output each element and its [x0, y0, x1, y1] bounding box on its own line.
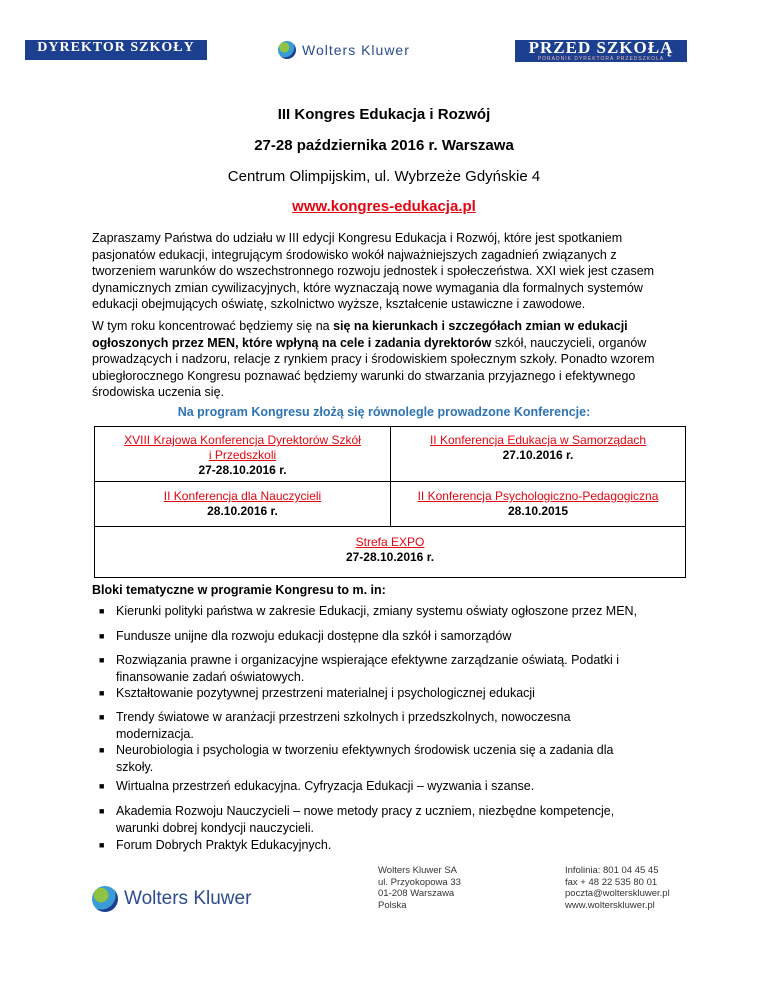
bullet-icon: ■	[99, 655, 105, 665]
contact-line: fax + 48 22 535 80 01	[565, 876, 658, 888]
logo-underbar	[25, 56, 207, 60]
block-item	[99, 742, 676, 775]
block-item	[99, 778, 676, 795]
address-line: Wolters Kluwer SA	[378, 865, 458, 876]
bullet-icon: ■	[99, 745, 105, 755]
address-line: 01-208 Warszawa	[378, 888, 455, 899]
conference-date: 27-28.10.2016 r.	[345, 550, 435, 564]
bullet-icon: ■	[99, 806, 105, 816]
block-item-text: Trendy światowe w aranżacji przestrzeni szkolnych i przedszkolnych, nowoczesna	[116, 710, 571, 724]
block-item-text: Kierunki polityki państwa w zakresie Edukacji, zmiany systemu oświaty ogłoszone przez MEN,	[116, 604, 638, 618]
block-item	[99, 628, 676, 645]
bullet-icon: ■	[99, 688, 105, 698]
congress-date: 27-28 października 2016 r. Warszawa	[254, 137, 514, 154]
block-item-text-continued: finansowanie zadań oświatowych.	[116, 669, 305, 684]
block-item	[99, 837, 676, 854]
block-item-text-continued: warunki dobrej kondycji nauczycieli.	[116, 820, 315, 835]
przed-szkola-logo	[515, 40, 687, 62]
conference-link-continued[interactable]: i Przedszkoli	[208, 448, 277, 462]
conference-date: 28.10.2015	[507, 504, 569, 518]
congress-title: III Kongres Edukacja i Rozwój	[277, 106, 491, 123]
bullet-icon: ■	[99, 631, 105, 641]
bullet-icon: ■	[99, 781, 105, 791]
conference-date: 27.10.2016 r.	[502, 448, 574, 462]
block-item	[99, 803, 676, 836]
block-item-text: Fundusze unijne dla rozwoju edukacji dostępne dla szkół i samorządów	[116, 629, 512, 643]
wolters-kluwer-footer-text: Wolters Kluwer	[124, 888, 252, 909]
contact-email-link[interactable]: poczta@wolterskluwer.pl	[565, 888, 670, 899]
bullet-icon: ■	[99, 712, 105, 722]
address-line: ul. Przyokopowa 33	[378, 876, 461, 888]
conferences-table	[94, 426, 686, 578]
focus-after: szkół, nauczycieli, organów prowadzących i nadzoru, relacje z rynkiem pracy i środowiskiem społecznym szkoły. Ponadto wzorem ubiegłorocznego Kongresu poznawać będziemy warunki do stwarzania przyjaznego i efektywnego środowiska uczenia się.	[92, 335, 655, 399]
conference-link[interactable]: II Konferencja Psychologiczno-Pedagogiczna	[417, 489, 659, 503]
footer-address	[378, 865, 461, 911]
globe-icon	[92, 886, 118, 912]
conference-cell-expo	[95, 527, 685, 577]
dyrektor-szkoly-logo-text: DYREKTOR SZKOŁY	[37, 40, 195, 55]
conference-cell	[391, 427, 685, 482]
block-item-text: Rozwiązania prawne i organizacyjne wspierające efektywne zarządzanie oświatą. Podatki i	[116, 653, 620, 667]
block-item	[99, 685, 676, 702]
congress-venue: Centrum Olimpijskim, ul. Wybrzeże Gdyńskie 4	[227, 168, 541, 185]
blocks-heading: Bloki tematyczne w programie Kongresu to m. in:	[92, 583, 386, 597]
block-item-text: Neurobiologia i psychologia w tworzeniu efektywnych środowisk uczenia się a zadania dla	[116, 743, 614, 757]
block-item	[99, 709, 676, 742]
conference-link[interactable]: II Konferencja Edukacja w Samorządach	[429, 433, 647, 447]
przed-szkola-logo-text: PRZED SZKOŁĄ	[528, 38, 674, 57]
conference-link[interactable]: Strefa EXPO	[355, 535, 425, 549]
conference-link[interactable]: II Konferencja dla Nauczycieli	[163, 489, 322, 503]
dyrektor-szkoly-logo	[25, 40, 207, 56]
wolters-kluwer-footer-logo	[92, 886, 251, 912]
bullet-icon: ■	[99, 840, 105, 850]
block-item-text: Wirtualna przestrzeń edukacyjna. Cyfryzacja Edukacji – wyzwania i szanse.	[116, 779, 535, 793]
address-line: Polska	[378, 899, 407, 911]
conference-cell	[95, 482, 391, 527]
program-heading: Na program Kongresu złożą się równolegle prowadzone Konferencje:	[177, 405, 591, 419]
footer-contact	[565, 865, 670, 911]
conference-date: 27-28.10.2016 r.	[198, 463, 287, 477]
przed-szkola-logo-subtitle: PORADNIK DYREKTORA PRZEDSZKOLA	[537, 56, 665, 62]
globe-icon	[278, 41, 296, 59]
block-item-text: Akademia Rozwoju Nauczycieli – nowe metody pracy z uczniem, niezbędne kompetencje,	[116, 804, 615, 818]
block-item	[99, 652, 676, 685]
contact-line: Infolinia: 801 04 45 45	[565, 865, 659, 876]
focus-paragraph	[92, 318, 682, 401]
wolters-kluwer-header-text: Wolters Kluwer	[302, 42, 410, 58]
block-item-text: Kształtowanie pozytywnej przestrzeni materialnej i psychologicznej edukacji	[116, 686, 535, 700]
block-item	[99, 603, 676, 620]
focus-bold: się na kierunkach i szczegółach zmian w edukacji ogłoszonych przez MEN, które wpłyną na cele i zadania dyrektorów	[92, 319, 628, 350]
intro-paragraph: Zapraszamy Państwa do udziału w III edycji Kongresu Edukacja i Rozwój, które jest spotkaniem pasjonatów edukacji, integrującym środowisko wokół najważniejszych zagadnień związanych z tworzeniem warunków do wszechstronnego rozwoju jednostek i społeczeństwa. XXI wiek jest czasem dynamicznych zmian cywilizacyjnych, które wyznaczają nowe wymagania dla formalnych systemów edukacji obejmujących oświatę, szkolnictwo wyższe, kształcenie ustawiczne i zawodowe.	[92, 231, 655, 311]
block-item-text-continued: modernizacja.	[116, 726, 194, 741]
congress-url-link[interactable]: www.kongres-edukacja.pl	[292, 198, 476, 215]
conference-cell	[95, 427, 391, 482]
contact-website-link[interactable]: www.wolterskluwer.pl	[565, 899, 655, 911]
wolters-kluwer-header-logo	[278, 40, 410, 60]
block-item-text-continued: szkoły.	[116, 759, 154, 774]
conference-link[interactable]: XVIII Krajowa Konferencja Dyrektorów Szkół	[124, 433, 361, 447]
conference-cell	[391, 482, 685, 527]
conference-date: 28.10.2016 r.	[207, 504, 278, 518]
focus-before: W tym roku koncentrować będziemy się na	[92, 319, 334, 333]
bullet-icon: ■	[99, 606, 105, 616]
block-item-text: Forum Dobrych Praktyk Edukacyjnych.	[116, 838, 332, 852]
